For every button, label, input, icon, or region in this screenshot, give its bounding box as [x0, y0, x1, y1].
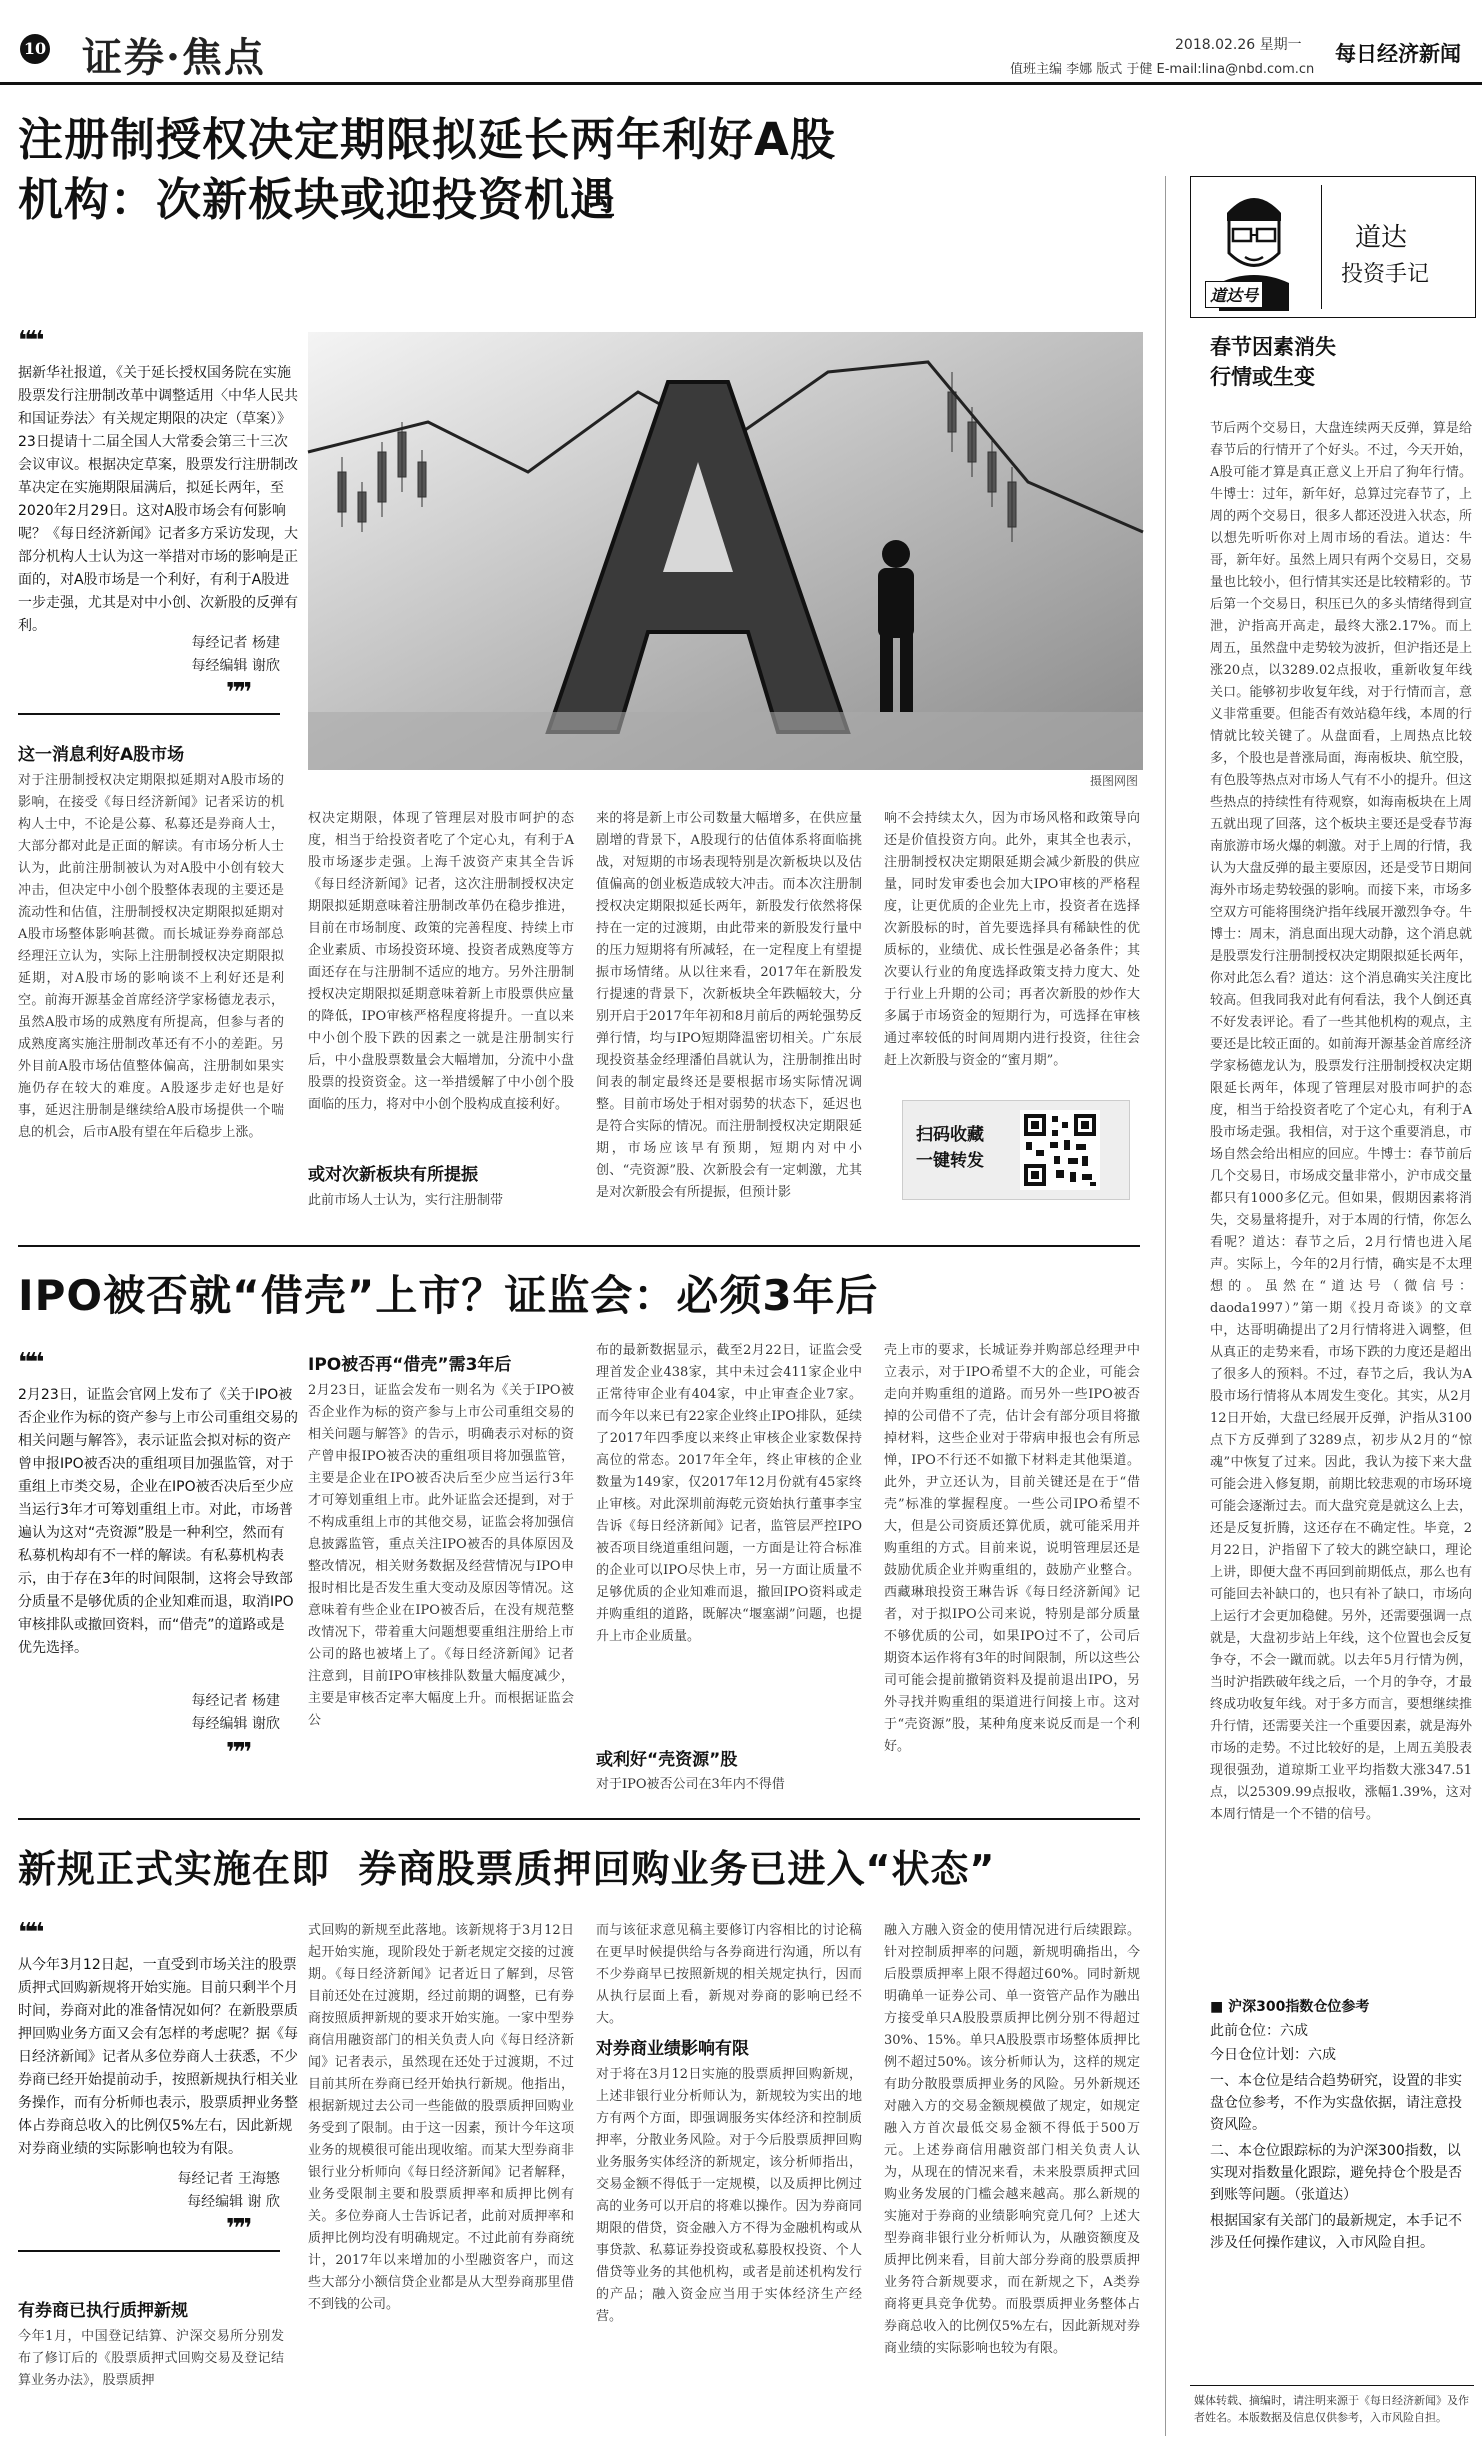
- qr-code-graphic: [1020, 1110, 1100, 1190]
- article3-byline-reporter: 每经记者 王海慜: [177, 2171, 280, 2187]
- article2-col2-text: 布的最新数据显示，截至2月22日，证监会受理首发企业438家，其中未过会411家企业中正常待审企业有404家，中止审查企业7家。而今年以来已有22家企业终止IPO排队，延续了2017年四季度以来终止审核企业家数保持高位的常态。2017年全年，终止审核的企业数量为149家，仅2017年12月份就有45家终止审核。对此深圳前海乾元资始执行董事李宝告诉《每日经济新闻》记者，监管层严控IPO被否项目绕道重组问题，一方面是让符合标准的企业可以IPO尽快上市，另一方面让质量不足够优质的企业知难而退，撤回IPO资料或走并购重组的道路，既解决“堰塞湖”问题，也提升上市企业质量。: [596, 1343, 862, 1644]
- note-2: 二、本仓位跟踪标的为沪深300指数，以实现对指数量化跟踪，避免持仓个股是否到账等问题。（张道达）: [1210, 2143, 1462, 2203]
- square-bullet-icon: ■: [1210, 1999, 1229, 2015]
- sidebar-title-line1: 春节因素消失: [1210, 335, 1336, 359]
- article3-byline-editor: 每经编辑 谢 欣: [187, 2194, 280, 2210]
- article2-subhead-1: IPO被否再“借壳”需3年后: [308, 1355, 512, 1375]
- article1-subhead-2: 或对次新板块有所提振: [308, 1165, 478, 1185]
- column-subtitle: 投资手记: [1341, 262, 1430, 287]
- article1-headline: [18, 110, 1168, 230]
- index-prev: 此前仓位：六成: [1210, 2023, 1308, 2039]
- article1-col2-text: 权决定期限，体现了管理层对股市呵护的态度，相当于给投资者吃了个定心丸，有利于A股市场逐步走强。上海千波资产束其全告诉《每日经济新闻》记者，这次注册制授权决定期限拟延期意味着注册制改革仍在稳步推进，目前在市场制度、政策的完善程度、持续上市企业素质、市场投资环境、投资者成熟度等方面还存在与注册制不适应的地方。另外注册制授权决定期限拟延期意味着新上市股票供应量的降低，IPO审核严格程度将提升。一直以来中小创个股下跌的因素之一就是注册制实行后，中小盘股票数量会大幅增加，分流中小盘股票的投资资金。这一举措缓解了中小创个股面临的压力，将对中小创个股构成直接利好。: [308, 811, 574, 1112]
- article3-col2-text: 式回购的新规至此落地。该新规将于3月12日起开始实施，现阶段处于新老规定交接的过渡期。《每日经济新闻》记者近日了解到，尽管目前还处在过渡期，经过前期的调整，已有券商按照质押新规的要求开始实施。一家中型券商信用融资部门的相关负责人向《每日经济新闻》记者表示，虽然现在还处于过渡期，不过目前其所在券商已经开始执行新规。他指出，根据新规过去公司一些能做的股票质押回购业务受到了限制。由于这一因素，预计今年这项业务的规模很可能出现收缩。而某大型券商非银行业分析师向《每日经济新闻》记者解释，业务受限制主要和股票质押率和质押比例有关。多位券商人士告诉记者，此前对质押率和质押比例均没有明确规定。不过此前有券商统计，2017年以来增加的小型融资客户，而这些大部分小额信贷企业都是从大型券商那里借不到钱的公司。: [308, 1923, 574, 2312]
- editors-line: 值班主编 李娜 版式 于健 E-mail:lina@nbd.com.cn: [1010, 62, 1315, 77]
- disclaimer-rule: [1190, 2385, 1474, 2386]
- article2-byline-editor: 每经编辑 谢欣: [191, 1716, 280, 1732]
- open-quote-icon-3: ❝❝: [18, 1918, 41, 1948]
- close-quote-icon: ❞❞: [226, 678, 249, 708]
- newspaper-brand: 每日经济新闻: [1335, 41, 1461, 66]
- qr-code-icon[interactable]: [1020, 1110, 1100, 1190]
- article1-col3-text: 来的将是新上市公司数量大幅增多，在供应量剧增的背景下，A股现行的估值体系将面临挑战，对短期的市场表现特别是次新板块以及估值偏高的创业板造成较大冲击。而本次注册制授权决定期限拟延长两年，新股发行依然将保持在一定的过渡期，由此带来的新股发行量中的压力短期将有所减轻，在一定程度上有望提振市场情绪。从以往来看，2017年在新股发行提速的背景下，次新板块全年跌幅较大，分别开启于2017年年初和8月前后的两轮强势反弹行情，均与IPO短期降温密切相关。广东辰现投资基金经理潘伯昌就认为，注册制推出时间表的制定最终还是要根据市场实际情况调整。目前市场处于相对弱势的状态下，延迟也是符合实际的情况。而注册制授权决定期限延期，市场应该早有预期，短期内对中小创、“壳资源”股、次新股会有一定刺激，尤其是对次新股会有所提振，但预计影: [596, 811, 862, 1200]
- header-rule: [0, 82, 1482, 85]
- article2-subhead-2: 或利好“壳资源”股: [596, 1750, 738, 1770]
- article1-byline-reporter: 每经记者 杨建: [191, 635, 280, 651]
- issue-date: 2018.02.26 星期一: [1175, 37, 1302, 53]
- sidebar-title-line2: 行情或生变: [1210, 365, 1315, 389]
- article3-subhead-1: 有券商已执行质押新规: [18, 2301, 188, 2321]
- index-today: 今日仓位计划：六成: [1210, 2047, 1336, 2063]
- close-quote-icon-2: ❞❞: [226, 1738, 249, 1768]
- article2-col3-text: 壳上市的要求，长城证券并购部总经理尹中立表示，对于IPO希望不大的企业，可能会走向并购重组的道路。而另外一些IPO被否掉的公司借不了壳，估计会有部分项目将撤掉材料，这些企业对于带病申报也会有所忌惮，IPO不行还不如撤下材料走其他渠道。此外，尹立还认为，目前关键还是在于“借壳”标准的掌握程度。一些公司IPO希望不大，但是公司资质还算优质，就可能采用并购重组的方式。目前来说，说明管理层还是鼓励优质企业并购重组的，鼓励产业整合。西藏琳琅投资王琳告诉《每日经济新闻》记者，对于拟IPO公司来说，特别是部分质量不够优质的公司，如果IPO过不了，公司后期资本运作将有3年的时间限制，所以这些公司可能会提前撤销资料及提前退出IPO，另外寻找并购重组的渠道进行间接上市。这对于“壳资源”股，某种角度来说反而是一个利好。: [884, 1343, 1140, 1754]
- column-name: 道达: [1355, 223, 1408, 253]
- article1-byline-editor: 每经编辑 谢欣: [191, 658, 280, 674]
- article3-headline: 新规正式实施在即 券商股票质押回购业务已进入“状态”: [18, 1847, 996, 1891]
- avatar-tag: 道达号: [1205, 281, 1263, 308]
- article1-deck: 据新华社报道，《关于延长授权国务院在实施股票发行注册制改革中调整适用〈中华人民共和国证券法〉有关规定期限的决定（草案）》23日提请十二届全国人大常委会第三十三次会议审议。根据决定草案，股票发行注册制改革决定在实施期限届满后，拟延长两年，至2020年2月29日。这对A股市场会有何影响呢？《每日经济新闻》记者多方采访发现，大部分机构人士认为这一举措对市场的影响是正面的，对A股市场是一个利好，有利于A股进一步走强，尤其是对中小创、次新股的反弹有利。: [18, 365, 298, 634]
- article2-byline-reporter: 每经记者 杨建: [191, 1693, 280, 1709]
- article1-photo: [308, 332, 1143, 770]
- article1-col2b-text: 此前市场人士认为，实行注册制带: [308, 1193, 504, 1208]
- article3-col1-text: 今年1月，中国登记结算、沪深交易所分别发布了修订后的《股票质押式回购交易及登记结算业务办法》，股票质押: [18, 2329, 284, 2388]
- open-quote-icon: ❝❝: [18, 326, 41, 356]
- index-title-text: 沪深300指数仓位参考: [1228, 1999, 1370, 2015]
- article2-deck: 2月23日，证监会官网上发布了《关于IPO被否企业作为标的资产参与上市公司重组交易的相关问题与解答》，表示证监会拟对标的资产曾申报IPO被否决的重组项目加强监管，对于重组上市类交易，企业在IPO被否决后至少应当运行3年才可筹划重组上市。对此，市场普遍认为这对“壳资源”股是一种利空，然而有私募机构却有不一样的解读。有私募机构表示，由于存在3年的时间限制，这将会导致部分质量不是够优质的企业知难而退，取消IPO审核排队或撤回资料，而“借壳”的道路或是优先选择。: [18, 1387, 298, 1656]
- article1-subhead-1: 这一消息利好A股市场: [18, 745, 185, 765]
- section-title: 证券·焦点: [82, 34, 266, 81]
- article3-col4-text: 融入方融入资金的使用情况进行后续跟踪。针对控制质押率的问题，新规明确指出，今后股票质押率上限不得超过60%。同时新规明确单一证券公司、单一资管产品作为融出方接受单只A股股票质押比例分别不得超过30%、15%。单只A股股票市场整体质押比例不超过50%。该分析师认为，这样的规定有助分散股票质押业务的风险。另外新规还对融入方的交易金额规模做了规定，如规定融入方首次最低交易金额不得低于500万元。上述券商信用融资部门相关负责人认为，从现在的情况来看，未来股票质押式回购业务发展的门槛会越来越高。那么新规的实施对于券商的业绩影响究竟几何？上述大型券商非银行业分析师认为，从融资额度及质押比例来看，目前大部分券商的股票质押业务符合新规要求，而在新规之下，A类券商将更具竞争优势。而股票质押业务整体占券商总收入的比例仅5%左右，因此新规对券商业绩的实际影响也较为有限。: [884, 1923, 1140, 2356]
- article2-col1-text: 2月23日，证监会发布一则名为《关于IPO被否企业作为标的资产参与上市公司重组交易的相关问题与解答》的告示，明确表示对标的资产曾申报IPO被否决的重组项目将加强监管，主要是企业在IPO被否决后至少应当运行3年才可筹划重组上市。此外证监会还提到，对于不构成重组上市的其他交易，证监会将加强信息披露监管，重点关注IPO被否的具体原因及整改情况，相关财务数据及经营情况与IPO申报时相比是否发生重大变动及原因等情况。这意味着有些企业在IPO被否后，在没有规范整改情况下，带着重大问题想要重组注册给上市公司的路也被堵上了。《每日经济新闻》记者注意到，目前IPO审核排队数量大幅度减少，主要是审核否定率大幅度上升。而根据证监会公: [308, 1383, 574, 1728]
- divider: [18, 713, 280, 715]
- article2-col2b-text: 对于IPO被否公司在3年内不得借: [596, 1777, 785, 1792]
- divider-3: [18, 2250, 280, 2252]
- article3-deck: 从今年3月12日起，一直受到市场关注的股票质押式回购新规将开始实施。目前只剩半个月时间，券商对此的准备情况如何？在新股票质押回购业务方面又会有怎样的考虑呢？据《每日经济新闻》记者从多位券商人士获悉，不少券商已经开始提前动手，按照新规执行相关业务操作，而有分析师也表示，股票质押业务整体占券商总收入的比例仅5%左右，因此新规对券商业绩的实际影响也较为有限。: [18, 1957, 298, 2157]
- page-number: 10: [20, 34, 50, 64]
- section-divider: [18, 1245, 1140, 1247]
- sidebar-text: 节后两个交易日，大盘连续两天反弹，算是给春节后的行情开了个好头。不过，今天开始，A股可能才算是真正意义上开启了狗年行情。牛博士：过年，新年好，总算过完春节了，上周的两个交易日，很多人都还没进入状态，所以想先听听你对上周市场的看法。道达：牛哥，新年好。虽然上周只有两个交易日，交易量也比较小，但行情其实还是比较精彩的。节后第一个交易日，积压已久的多头情绪得到宣泄，沪指高开高走，最终大涨2.17%。而上周五，虽然盘中走势较为波折，但沪指还是上涨20点，以3289.02点报收，重新收复年线关口。能够初步收复年线，对于行情而言，意义非常重要。但能否有效站稳年线，本周的行情就比较关键了。从盘面看，上周热点比较多，个股也是普涨局面，海南板块、航空股，有色股等热点对市场人气有不小的提升。但这些热点的持续性有待观察，如海南板块在上周五就出现了回落，这个板块主要还是受春节海南旅游市场火爆的刺激。对于上周的行情，我认为大盘反弹的最主要原因，还是受节日期间海外市场走势较强的影响。而接下来，市场多空双方可能将围绕沪指年线展开激烈争夺。牛博士：周末，消息面出现大动静，这个消息就是股票发行注册制授权决定期限拟延长两年，你对此怎么看？道达：这个消息确实关注度比较高。但我同我对此有何看法，我个人倒还真不好发表评论。看了一些其他机构的观点，主要还是比较正面的。如前海开源基金首席经济学家杨德龙认为，股票发行注册制授权决定期限延长两年，体现了管理层对股市呵护的态度，相当于给投资者吃了个定心丸，有利于A股市场走强。我相信，对于这个重要消息，市场自然会给出相应的回应。牛博士：春节前后几个交易日，市场成交量非常小，沪市成交量都只有1000多亿元。但如果，假期因素将消失，交易量将提升，对于本周的行情，你怎么看呢？道达：春节之后，2月行情也进入尾声。实际上，今年的2月行情，确实是不太理想的。虽然在“道达号（微信号：daoda1997）”第一期《投月奇谈》的文章中，达哥明确提出了2月行情将进入调整，但从真正的走势来看，市场下跌的力度还是超出了很多人的预料。不过，春节之后，我认为A股市场行情将从本周发生变化。其实，从2月12日开始，大盘已经展开反弹，沪指从3100点下方反弹到了3289点，初步从2月的“惊魂”中恢复了过来。因此，我认为接下来大盘可能会进入修复期，前期比较悲观的市场环境可能会逐渐过去。而大盘究竟是就这么上去，还是反复折腾，这还存在不确定性。毕竟，2月22日，沪指留下了较大的跳空缺口，理论上讲，即便大盘不再回到前期低点，那么也有可能回去补缺口的，也只有补了缺口，市场向上运行才会更加稳健。另外，还需要强调一点就是，大盘初步站上年线，这个位置也会反复争夺，不会一蹴而就。以去年5月行情为例，当时沪指跌破年线之后，一个月的争夺，才最终成功收复年线。对于多方而言，要想继续推升行情，还需要关注一个重要因素，就是海外市场的走势。不过比较好的是，上周五美股表现很强劲，道琼斯工业平均指数大涨347.51点，以25309.99点报收，涨幅1.39%，这对本周行情是一个不错的信号。: [1210, 421, 1472, 1822]
- article3-subhead-2: 对券商业绩影响有限: [596, 2039, 749, 2059]
- sidebar-title: [1210, 332, 1336, 392]
- disclaimer: 媒体转载、摘编时，请注明来源于《每日经济新闻》及作者姓名。本版数据及信息仅供参考，入市风险自担。: [1194, 2394, 1469, 2424]
- article1-headline-line2: 机构：次新板块或迎投资机遇: [18, 173, 617, 226]
- index-title: [1210, 1996, 1472, 2018]
- qr-share-label: 扫码收藏一键转发: [916, 1125, 984, 1171]
- close-quote-icon-3: ❞❞: [226, 2214, 249, 2244]
- section-divider-2: [18, 1818, 1140, 1820]
- article1-col4-text: 响不会持续太久，因为市场风格和政策导向还是价值投资方向。此外，東其全也表示，注册制授权决定期限延期会减少新股的供应量，同时发审委也会加大IPO审核的严格程度，让更优质的企业先上市，投资者在选择次新股标的时，首先要选择具有稀缺性的优质标的，业绩优、成长性强是必备条件；其次要认行业的角度选择政策支持力度大、处于行业上升期的公司；再者次新股的炒作大多属于市场资金的短期行为，可选择在审核通过率较低的时间周期内进行投资，往往会赶上次新股与资金的“蜜月期”。: [884, 811, 1140, 1068]
- page-header: [0, 0, 1482, 81]
- note-1: 一、本仓位是结合趋势研究，设置的非实盘仓位参考，不作为实盘依据，请注意投资风险。: [1210, 2073, 1462, 2133]
- stock-chart-photo-illustration: [308, 332, 1143, 770]
- sidebar-header: [1190, 176, 1476, 318]
- article1-headline-line1: 注册制授权决定期限拟延长两年利好A股: [18, 113, 836, 166]
- note-3: 根据国家有关部门的最新规定，本手记不涉及任何操作建议，入市风险自担。: [1210, 2213, 1462, 2251]
- open-quote-icon-2: ❝❝: [18, 1348, 41, 1378]
- article2-headline: IPO被否就“借壳”上市？证监会：必须3年后: [18, 1271, 879, 1320]
- article1-col1-text: 对于注册制授权决定期限拟延期对A股市场的影响，在接受《每日经济新闻》记者采访的机构人士中，不论是公募、私募还是券商人士，大部分都对此是正面的解读。有市场分析人士认为，此前注册制被认为对A股中小创有较大冲击，但决定中小创个股整体表现的主要还是流动性和估值，注册制授权决定期限拟延期对A股市场整体影响甚微。而长城证券券商部总经理汪立认为，实际上注册制授权决定期限拟延期，对A股市场的影响谈不上利好还是利空。前海开源基金首席经济学家杨德龙表示，虽然A股市场的成熟度有所提高，但参与者的成熟度离实施注册制改革还有不小的差距。另外目前A股市场估值整体偏高，注册制如果实施仍存在较大的难度。A股逐步走好也是好事，延迟注册制是继续给A股市场提供一个喘息的机会，后市A股有望在年后稳步上涨。: [18, 773, 284, 1140]
- column-separator: [1165, 176, 1166, 2436]
- photo-caption: 摄图网图: [1090, 774, 1139, 788]
- article3-col3-text: 而与该征求意见稿主要修订内容相比的讨论稿在更早时候提供给与各券商进行沟通，所以有不少券商早已按照新规的相关规定执行，因而从执行层面上看，新规对券商的影响已经不大。: [596, 1923, 862, 2026]
- article3-col3b-text: 对于将在3月12日实施的股票质押回购新规，上述非银行业分析师认为，新规较为实出的地方有两个方面，即强调服务实体经济和控制质押率，分散业务风险。对于今后股票质押回购业务服务实体经济的新规定，该分析师指出，交易金额不得低于一定规模，以及质押比例过高的业务可以开启的将难以操作。因为券商同期限的借贷，资金融入方不得为金融机构或从事贷款、私募证券投资或私募股权投资、个人借贷等业务的其他机构，或者是前述机构发行的产品；融入资金应当用于实体经济生产经营。: [596, 2067, 862, 2324]
- header-divider: [1321, 185, 1322, 309]
